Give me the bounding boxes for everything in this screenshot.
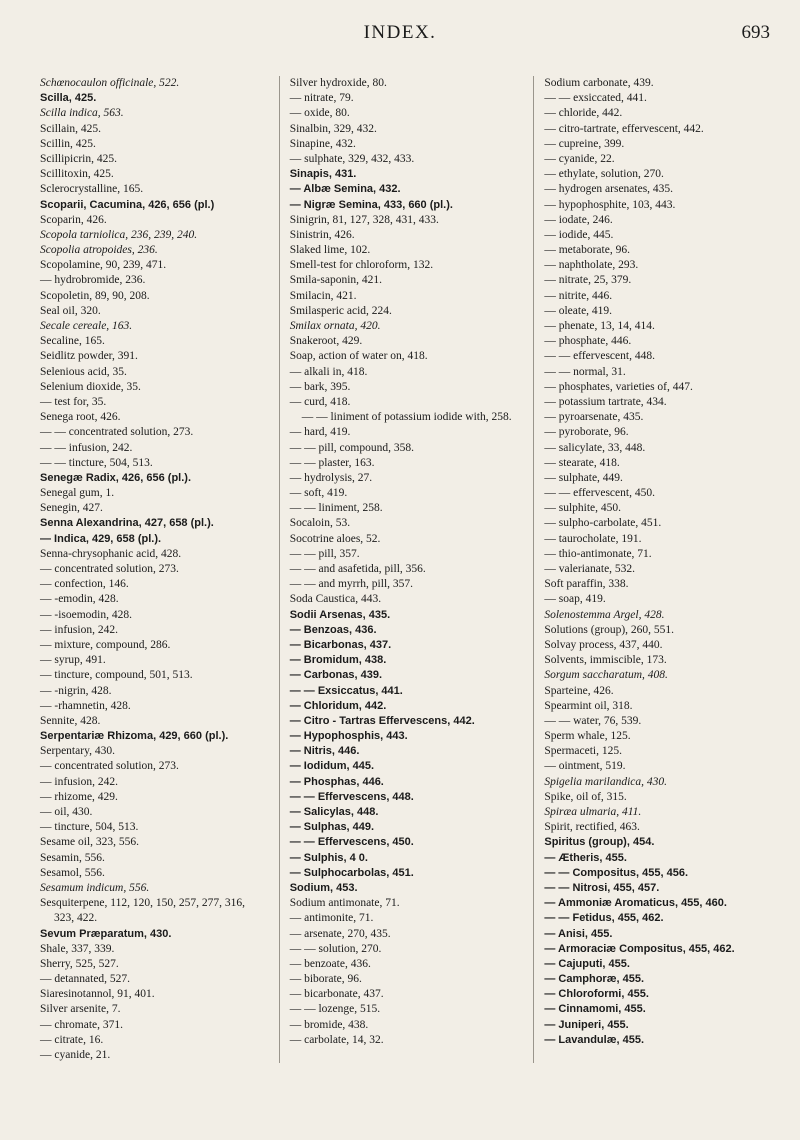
index-entry: Sesquiterpene, 112, 120, 150, 257, 277, 316, 323, 422. xyxy=(40,897,245,925)
index-entry: — infusion, 242. xyxy=(40,775,118,788)
index-entry: — — and asafetida, pill, 356. xyxy=(289,563,426,575)
index-entry: Sherry, 525, 527. xyxy=(40,957,119,970)
index-column-2 xyxy=(279,76,526,1063)
index-entry: — biborate, 96. xyxy=(289,973,362,986)
index-entry: — curd, 418. xyxy=(289,395,351,408)
index-entry: — — Exsiccatus, 441. xyxy=(289,684,403,697)
index-entry: Silver hydroxide, 80. xyxy=(289,77,387,89)
index-entry: — -nigrin, 428. xyxy=(40,684,112,697)
index-entry: Selenium dioxide, 35. xyxy=(40,380,141,393)
index-entry: Serpentary, 430. xyxy=(40,745,115,758)
index-entry: Solutions (group), 260, 551. xyxy=(544,623,675,636)
index-entry: — Carbonas, 439. xyxy=(289,669,383,682)
index-entry: Senegæ Radix, 426, 656 (pl.). xyxy=(40,471,192,484)
index-entry: Scilla, 425. xyxy=(40,92,97,105)
index-entry: — — Effervescens, 448. xyxy=(289,790,414,803)
index-entry: — Salicylas, 448. xyxy=(289,806,379,818)
index-entry: — bicarbonate, 437. xyxy=(289,988,384,1001)
index-entry: Spirit, rectified, 463. xyxy=(544,821,640,834)
index-entry: — — infusion, 242. xyxy=(40,441,133,454)
index-entry: — — pill, 357. xyxy=(289,547,360,560)
index-entry: — pyroarsenate, 435. xyxy=(544,411,644,424)
index-entry: Smila-saponin, 421. xyxy=(289,274,383,287)
index-entry: — nitrate, 79. xyxy=(289,92,354,105)
index-entry: Scillitoxin, 425. xyxy=(40,168,114,181)
index-entry: — ethylate, solution, 270. xyxy=(544,168,664,181)
index-entry: — oil, 430. xyxy=(40,806,93,818)
index-entry: Smilax ornata, 420. xyxy=(289,320,381,332)
index-entry: Senegin, 427. xyxy=(40,502,103,515)
index-entry: Siaresinotannol, 91, 401. xyxy=(40,988,155,1001)
index-entry: Scillipicrin, 425. xyxy=(40,152,117,165)
index-entry: Smell-test for chloroform, 132. xyxy=(289,259,434,272)
index-entry: Spiræa ulmaria, 411. xyxy=(544,806,642,818)
index-entry: — -emodin, 428. xyxy=(40,593,119,606)
index-entry: Sinistrin, 426. xyxy=(289,228,355,241)
index-entry: — hydrogen arsenates, 435. xyxy=(544,183,674,196)
index-entry: Senegal gum, 1. xyxy=(40,487,115,500)
index-entry: — — tincture, 504, 513. xyxy=(40,456,153,469)
index-entry: — — effervescent, 448. xyxy=(544,350,655,363)
index-entry: Solenostemma Argel, 428. xyxy=(544,608,665,621)
index-entry: — — lozenge, 515. xyxy=(289,1003,381,1016)
index-column-1 xyxy=(30,76,271,1063)
index-entry: — carbolate, 14, 32. xyxy=(289,1033,384,1046)
index-entry: Socotrine aloes, 52. xyxy=(289,532,381,545)
index-entry: — cupreine, 399. xyxy=(544,137,625,150)
index-entry: Spearmint oil, 318. xyxy=(544,699,633,712)
index-entry: — hydrolysis, 27. xyxy=(289,471,373,484)
index-entry: — sulphate, 329, 432, 433. xyxy=(289,152,415,165)
index-entry: — — pill, compound, 358. xyxy=(289,441,414,454)
index-entry: Seidlitz powder, 391. xyxy=(40,350,138,363)
index-entry: — valerianate, 532. xyxy=(544,563,636,575)
index-entry: — Lavandulæ, 455. xyxy=(544,1033,645,1046)
index-entry: Sesame oil, 323, 556. xyxy=(40,836,140,849)
index-entry: — Ammoniæ Aromaticus, 455, 460. xyxy=(544,897,727,910)
index-entry: Sesamol, 556. xyxy=(40,866,105,879)
index-entry: Sennite, 428. xyxy=(40,714,101,727)
index-entry: — Ætheris, 455. xyxy=(544,851,627,864)
index-entry: Sodium carbonate, 439. xyxy=(544,77,654,89)
index-entry: — nitrate, 25, 379. xyxy=(544,274,632,287)
index-entry: Sesamin, 556. xyxy=(40,851,105,864)
index-entry: Sinapine, 432. xyxy=(289,137,356,150)
index-entry: Senna-chrysophanic acid, 428. xyxy=(40,547,182,560)
index-entry: — bromide, 438. xyxy=(289,1018,369,1031)
index-entry: Seal oil, 320. xyxy=(40,304,101,317)
index-entry: — sulphate, 449. xyxy=(544,471,623,484)
index-entry: — Hypophosphis, 443. xyxy=(289,730,408,743)
index-entry: — stearate, 418. xyxy=(544,456,620,469)
index-entry: — — Fetidus, 455, 462. xyxy=(544,912,664,925)
index-entry: Scopola tarniolica, 236, 239, 240. xyxy=(40,228,198,241)
index-entry: — — effervescent, 450. xyxy=(544,487,655,500)
index-entry: Snakeroot, 429. xyxy=(289,335,363,348)
index-entry: Smilasperic acid, 224. xyxy=(289,304,392,317)
index-entry: Spigelia marilandica, 430. xyxy=(544,775,668,788)
index-entry: — citro-tartrate, effervescent, 442. xyxy=(544,122,704,135)
index-entry: — Sulphis, 4 0. xyxy=(289,851,368,864)
index-entry: — taurocholate, 191. xyxy=(544,532,642,545)
index-entry: — rhizome, 429. xyxy=(40,790,118,803)
index-entry: — Bicarbonas, 437. xyxy=(289,638,392,651)
index-entry: — Albæ Semina, 432. xyxy=(289,183,401,196)
index-entry: — thio-antimonate, 71. xyxy=(544,547,652,560)
index-entry: Scoparii, Cacumina, 426, 656 (pl.) xyxy=(40,198,215,211)
index-entry: Sodium, 453. xyxy=(289,881,358,894)
index-entry: Sevum Præparatum, 430. xyxy=(40,927,172,940)
index-entry: — cyanide, 21. xyxy=(40,1049,111,1061)
index-entry: — — plaster, 163. xyxy=(289,456,375,469)
index-columns xyxy=(30,76,780,1063)
index-entry: — cyanide, 22. xyxy=(544,152,615,165)
index-entry: — Chloroformi, 455. xyxy=(544,988,649,1001)
index-entry: Solvents, immiscible, 173. xyxy=(544,654,667,667)
index-entry: — tincture, compound, 501, 513. xyxy=(40,669,193,682)
index-entry: — hypophosphite, 103, 443. xyxy=(544,198,676,211)
page-header xyxy=(0,0,800,70)
index-entry: — — Effervescens, 450. xyxy=(289,836,414,849)
index-entry: Shale, 337, 339. xyxy=(40,942,115,955)
index-entry: — — liniment of potassium iodide with, 258. xyxy=(301,411,512,424)
index-entry: Solvay process, 437, 440. xyxy=(544,638,663,651)
index-entry: Scilla indica, 563. xyxy=(40,107,124,120)
index-entry: — ointment, 519. xyxy=(544,760,626,773)
index-entry: Spermaceti, 125. xyxy=(544,745,622,758)
index-entry: Sparteine, 426. xyxy=(544,684,614,697)
index-entry: Smilacin, 421. xyxy=(289,289,357,302)
index-entry: Serpentariæ Rhizoma, 429, 660 (pl.). xyxy=(40,730,229,743)
index-entry: — — Nitrosi, 455, 457. xyxy=(544,881,660,894)
page-number: 693 xyxy=(741,22,770,43)
index-entry: Senna Alexandrina, 427, 658 (pl.). xyxy=(40,517,214,530)
index-column-3 xyxy=(533,76,780,1063)
index-entry: — — and myrrh, pill, 357. xyxy=(289,578,414,591)
index-entry: — — solution, 270. xyxy=(289,942,382,955)
index-entry: Scopolia atropoides, 236. xyxy=(40,244,158,257)
index-entry: — test for, 35. xyxy=(40,395,107,408)
index-entry: Scopolamine, 90, 239, 471. xyxy=(40,259,167,272)
index-entry: — iodide, 445. xyxy=(544,228,614,241)
index-entry: Sinigrin, 81, 127, 328, 431, 433. xyxy=(289,213,439,226)
index-entry: Sperm whale, 125. xyxy=(544,730,631,743)
index-entry: — soap, 419. xyxy=(544,593,606,606)
index-entry: Spike, oil of, 315. xyxy=(544,790,627,803)
index-entry: Sesamum indicum, 556. xyxy=(40,881,150,894)
index-entry: Schœnocaulon officinale, 522. xyxy=(40,77,180,89)
index-entry: — Chloridum, 442. xyxy=(289,699,387,712)
index-entry: Soap, action of water on, 418. xyxy=(289,350,428,363)
index-entry: — concentrated solution, 273. xyxy=(40,760,179,773)
index-entry: — citrate, 16. xyxy=(40,1033,104,1046)
index-entry: — — Compositus, 455, 456. xyxy=(544,866,689,879)
index-entry: — — concentrated solution, 273. xyxy=(40,426,194,439)
index-entry: Selenious acid, 35. xyxy=(40,365,127,378)
index-entry: Sinapis, 431. xyxy=(289,168,357,181)
index-entry: — nitrite, 446. xyxy=(544,289,613,302)
index-entry: Sorgum saccharatum, 408. xyxy=(544,669,668,682)
index-entry: — Sulphas, 449. xyxy=(289,821,375,834)
index-entry: — pyroborate, 96. xyxy=(544,426,629,439)
index-entry: — chloride, 442. xyxy=(544,107,623,120)
index-entry: Secaline, 165. xyxy=(40,335,105,348)
index-entry: — Camphoræ, 455. xyxy=(544,973,644,986)
index-entry: Scillin, 425. xyxy=(40,137,96,150)
index-entry: — confection, 146. xyxy=(40,578,129,591)
index-entry: Soft paraffin, 338. xyxy=(544,578,629,591)
index-entry: — potassium tartrate, 434. xyxy=(544,395,667,408)
index-entry: — Iodidum, 445. xyxy=(289,760,375,773)
index-entry: Soda Caustica, 443. xyxy=(289,593,382,606)
index-entry: — -rhamnetin, 428. xyxy=(40,699,131,712)
index-entry: — syrup, 491. xyxy=(40,654,106,667)
index-entry: Silver arsenite, 7. xyxy=(40,1003,121,1016)
index-entry: — Armoraciæ Compositus, 455, 462. xyxy=(544,942,735,955)
index-entry: — Cajuputi, 455. xyxy=(544,957,630,970)
index-entry: — Citro - Tartras Effervescens, 442. xyxy=(289,714,475,727)
index-entry: Sodium antimonate, 71. xyxy=(289,897,400,910)
index-entry: — Juniperi, 455. xyxy=(544,1018,629,1031)
index-entry: — iodate, 246. xyxy=(544,213,613,226)
index-entry: — chromate, 371. xyxy=(40,1018,124,1031)
index-entry: — — liniment, 258. xyxy=(289,502,383,515)
index-entry: — Bromidum, 438. xyxy=(289,654,387,667)
index-entry: — oleate, 419. xyxy=(544,304,613,317)
index-entry: — Cinnamomi, 455. xyxy=(544,1003,646,1016)
index-entry: Secale cereale, 163. xyxy=(40,320,133,332)
index-entry: — sulphite, 450. xyxy=(544,502,622,515)
index-entry: — metaborate, 96. xyxy=(544,244,630,257)
index-entry: Sodii Arsenas, 435. xyxy=(289,608,391,621)
index-entry: — Phosphas, 446. xyxy=(289,775,384,788)
index-entry: — bark, 395. xyxy=(289,380,351,393)
index-entry: — — water, 76, 539. xyxy=(544,714,642,727)
index-entry: — Indica, 429, 658 (pl.). xyxy=(40,532,162,545)
index-entry: — Nigræ Semina, 433, 660 (pl.). xyxy=(289,198,453,211)
index-entry: — benzoate, 436. xyxy=(289,957,371,970)
index-entry: — tincture, 504, 513. xyxy=(40,821,139,834)
running-title: INDEX. xyxy=(363,22,437,43)
index-entry: — antimonite, 71. xyxy=(289,912,374,925)
index-entry: — Nitris, 446. xyxy=(289,745,360,758)
index-entry: — hydrobromide, 236. xyxy=(40,274,146,287)
index-entry: — — normal, 31. xyxy=(544,365,626,378)
index-entry: — arsenate, 270, 435. xyxy=(289,927,391,940)
index-entry: — Benzoas, 436. xyxy=(289,623,377,636)
index-entry: — phosphates, varieties of, 447. xyxy=(544,380,693,393)
index-entry: — salicylate, 33, 448. xyxy=(544,441,646,454)
index-entry: Senega root, 426. xyxy=(40,411,121,424)
index-entry: — sulpho-carbolate, 451. xyxy=(544,517,662,530)
index-entry: Slaked lime, 102. xyxy=(289,244,371,257)
index-entry: Scopoletin, 89, 90, 208. xyxy=(40,289,150,302)
index-entry: — oxide, 80. xyxy=(289,107,350,120)
index-entry: — phenate, 13, 14, 414. xyxy=(544,320,655,332)
index-entry: — mixture, compound, 286. xyxy=(40,638,171,651)
index-entry: — concentrated solution, 273. xyxy=(40,563,179,575)
index-entry: Sinalbin, 329, 432. xyxy=(289,122,377,135)
index-entry: — alkali in, 418. xyxy=(289,365,368,378)
index-entry: — naphtholate, 293. xyxy=(544,259,639,272)
index-entry: — Anisi, 455. xyxy=(544,927,613,940)
index-entry: — soft, 419. xyxy=(289,487,348,500)
index-entry: — -isoemodin, 428. xyxy=(40,608,132,621)
index-entry: Socaloin, 53. xyxy=(289,517,351,530)
index-entry: — Sulphocarbolas, 451. xyxy=(289,866,414,879)
index-entry: — — exsiccated, 441. xyxy=(544,92,647,105)
index-entry: Spiritus (group), 454. xyxy=(544,836,655,849)
index-entry: Sclerocrystalline, 165. xyxy=(40,183,144,196)
index-entry: — hard, 419. xyxy=(289,426,351,439)
index-entry: — phosphate, 446. xyxy=(544,335,632,348)
index-entry: — infusion, 242. xyxy=(40,623,118,636)
index-entry: Scillain, 425. xyxy=(40,122,102,135)
index-entry: Scoparin, 426. xyxy=(40,213,107,226)
index-entry: — detannated, 527. xyxy=(40,973,131,986)
